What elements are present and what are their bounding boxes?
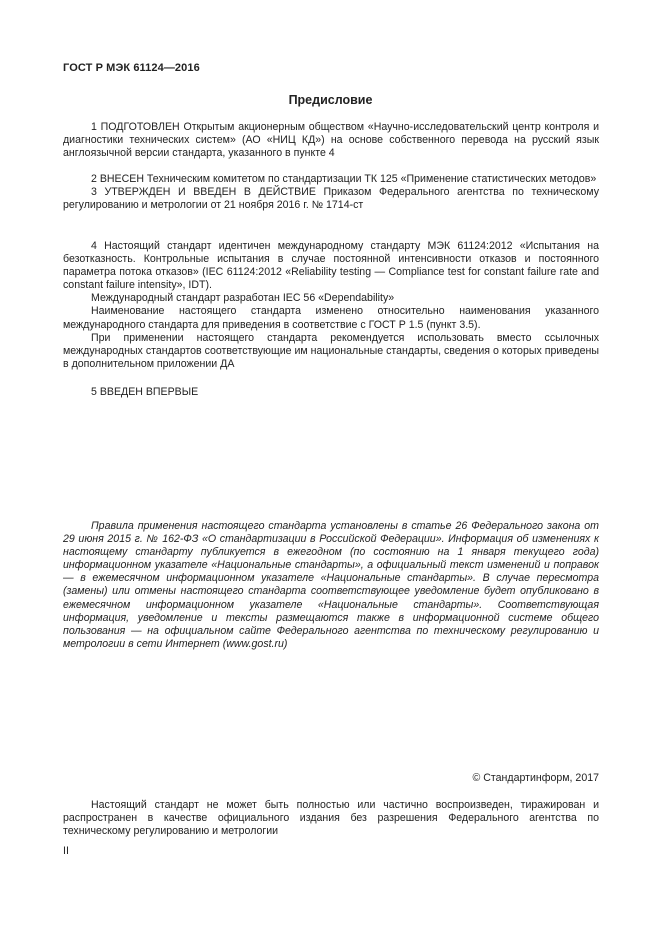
- item-4: [63, 240, 599, 371]
- item-4-origin-text: Международный стандарт разработан IEC 56 «Dependability»: [91, 292, 395, 305]
- item-2-text: 2 ВНЕСЕН Техническим комитетом по стандартизации ТК 125 «Применение статистических методов»: [91, 173, 597, 185]
- reproduction-notice-text: Настоящий стандарт не может быть полностью или частично воспроизведен, тиражирован и распространен в качестве официального издания без разрешения Федерального агентства по техническому регулированию и метрологии: [63, 799, 599, 838]
- item-4-text: 4 Настоящий стандарт идентичен международному стандарту МЭК 61124:2012 «Испытания на безотказность. Контрольные испытания в случае постоянной интенсивности отказов и постоянного параметра потока отказов» (IEC 61124:2012 «Reliability testing — Compliance test for constant failure rate and constant failure intensity», IDT).: [63, 240, 599, 292]
- item-3-text: 3 УТВЕРЖДЕН И ВВЕДЕН В ДЕЙСТВИЕ Приказом Федерального агентства по техническому регулированию и метрологии от 21 ноября 2016 г. № 1714-ст: [63, 186, 599, 212]
- item-5: [63, 386, 599, 399]
- page-title: Предисловие: [288, 93, 373, 107]
- item-1-text: 1 ПОДГОТОВЛЕН Открытым акционерным обществом «Научно-исследовательский центр контроля и диагностики технических систем» (АО «НИЦ КД») на основе собственного перевода на русский язык англоязычной версии стандарта, указанного в пункте 4: [63, 121, 599, 160]
- copyright: © Стандартинформ, 2017: [472, 772, 599, 784]
- rules-note-text: Правила применения настоящего стандарта установлены в статье 26 Федерального закона от 29 июня 2015 г. № 162-ФЗ «О стандартизации в Российской Федерации». Информация об изменениях к настоящему стандарту публикуется в ежегодном (по состоянию на 1 января текущего года) информационном указателе «Национальные стандарты», а официальный текст изменений и поправок — в ежемесячном информационном указателе «Национальные стандарты». В случае пересмотра (замены) или отмены настоящего стандарта соответствующее уведомление будет опубликовано в ежемесячном информационном указателе «Национальные стандарты». Соответствующая информация, уведомление и тексты размещаются также в информационной системе общего пользования — на официальном сайте Федерального агентства по техническому регулированию и метрологии в сети Интернет (www.gost.ru): [63, 520, 599, 650]
- page-number: II: [63, 845, 69, 857]
- rules-note: [63, 520, 599, 651]
- item-2-3: [63, 173, 599, 212]
- reproduction-notice: [63, 799, 599, 838]
- item-5-text: 5 ВВЕДЕН ВПЕРВЫЕ: [91, 386, 199, 398]
- item-4-references-text: При применении настоящего стандарта рекомендуется использовать вместо ссылочных международных стандартов соответствующие им национальные стандарты, сведения о которых приведены в дополнительном приложении ДА: [63, 331, 599, 370]
- document-header: ГОСТ Р МЭК 61124—2016: [63, 62, 200, 74]
- item-4-name-change-text: Наименование настоящего стандарта изменено относительно наименования указанного международного стандарта для приведения в соответствие с ГОСТ Р 1.5 (пункт 3.5).: [63, 305, 599, 331]
- item-1: [63, 121, 599, 160]
